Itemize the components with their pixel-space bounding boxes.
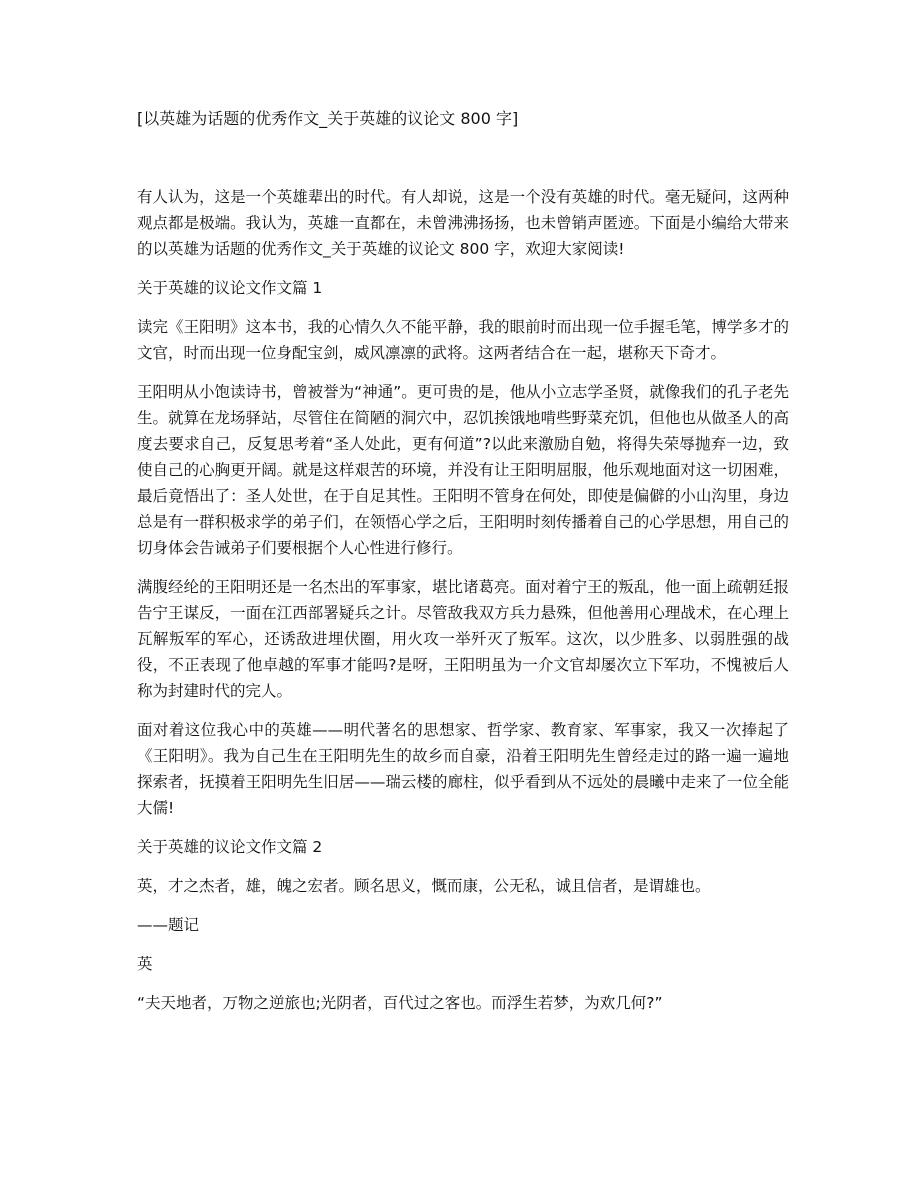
body-paragraph: 面对着这位我心中的英雄——明代著名的思想家、哲学家、教育家、军事家，我又一次捧起了《王阳明》。我为自己生在王阳明先生的故乡而自豪，沿着王阳明先生曾经走过的路一遍一遍地探索者，抚摸着王阳明先生旧居——瑞云楼的廊柱，似乎看到从不远处的晨曦中走来了一位全能大儒! [137,721,789,817]
body-paragraph: 英，才之杰者，雄，魄之宏者。顾名思义，慨而康，公无私，诚且信者，是谓雄也。 [137,877,711,895]
epigraph-attribution: ——题记 [137,916,200,934]
body-paragraph: 读完《王阳明》这本书，我的心情久久不能平静，我的眼前时而出现一位手握毛笔，博学多才的文官，时而出现一位身配宝剑，威风凛凛的武将。这两者结合在一起，堪称天下奇才。 [137,318,789,362]
subheading: 英 [137,955,153,973]
body-paragraph: 王阳明从小饱读诗书，曾被誉为“神通”。更可贵的是，他从小立志学圣贤，就像我们的孔子老先生。就算在龙场驿站，尽管住在简陋的洞穴中，忍饥挨饿地啃些野菜充饥，但他也从做圣人的高度去要求自己，反复思考着“圣人处此，更有何道”?以此来激励自勉，将得失荣辱抛弃一边，致使自己的心胸更开阔。就是这样艰苦的环境，并没有让王阳明屈服，他乐观地面对这一切困难，最后竟悟出了：圣人处世，在于自足其性。王阳明不管身在何处，即使是偏僻的小山沟里，身边总是有一群积极求学的弟子们，在领悟心学之后，王阳明时刻传播着自己的心学思想，用自己的切身体会告诫弟子们要根据个人心性进行修行。 [137,383,789,557]
intro-paragraph: 有人认为，这是一个英雄辈出的时代。有人却说，这是一个没有英雄的时代。毫无疑问，这两种观点都是极端。我认为，英雄一直都在，未曾沸沸扬扬，也未曾销声匿迹。下面是小编给大带来的以英雄为话题的优秀作文_关于英雄的议论文 800 字，欢迎大家阅读! [137,188,789,258]
body-paragraph: 满腹经纶的王阳明还是一名杰出的军事家，堪比诸葛亮。面对着宁王的叛乱，他一面上疏朝廷报告宁王谋反，一面在江西部署疑兵之计。尽管敌我双方兵力悬殊，但他善用心理战术，在心理上瓦解叛军的军心，还诱敌进埋伏圈，用火攻一举歼灭了叛军。这次，以少胜多、以弱胜强的战役，不正表现了他卓越的军事才能吗?是呀，王阳明虽为一介文官却屡次立下军功，不愧被后人称为封建时代的完人。 [137,578,789,700]
section-heading-1: 关于英雄的议论文作文篇 1 [137,279,323,297]
section-heading-2: 关于英雄的议论文作文篇 2 [137,838,323,856]
quote-paragraph: “夫天地者，万物之逆旅也;光阴者，百代过之客也。而浮生若梦，为欢几何?” [137,994,663,1012]
document-body [137,184,789,1029]
document-title: [以英雄为话题的优秀作文_关于英雄的议论文 800 字] [137,109,519,128]
